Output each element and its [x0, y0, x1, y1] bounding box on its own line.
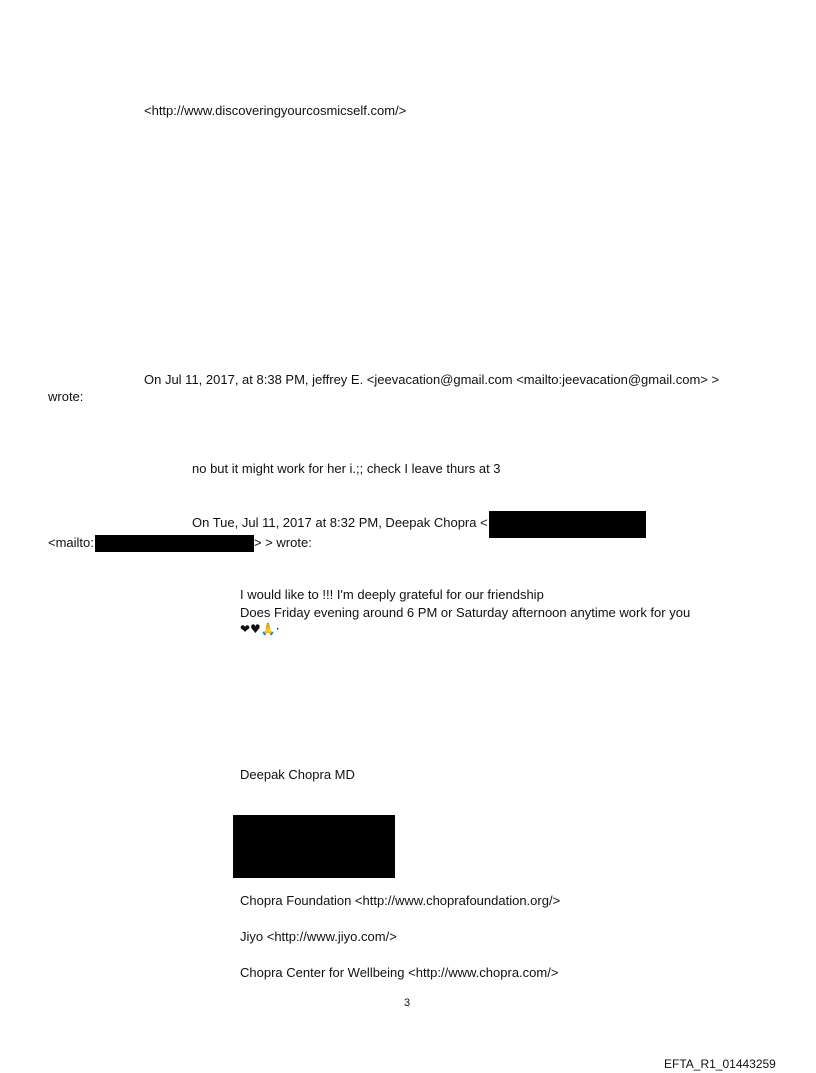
document-id: EFTA_R1_01443259 [664, 1057, 776, 1071]
reply-message: no but it might work for her i.;; check I leave thurs at 3 [192, 461, 501, 476]
quote-header-deepak-wrote: > > wrote: [254, 535, 312, 550]
signature-name: Deepak Chopra MD [240, 767, 355, 782]
message-line-2: Does Friday evening around 6 PM or Saturday afternoon anytime work for you [240, 605, 691, 620]
quote-header-jeffrey-wrote: wrote: [48, 389, 84, 404]
mailto-label: <mailto: [48, 535, 94, 550]
redaction-box-signature [233, 815, 395, 878]
redaction-box-email-1 [489, 511, 646, 538]
signature-link-chopra-center: Chopra Center for Wellbeing <http://www.chopra.com/> [240, 965, 559, 980]
redaction-box-email-2 [95, 535, 254, 552]
quote-header-deepak-mailto [48, 535, 94, 551]
quote-header-deepak [192, 515, 488, 531]
website-link-line: <http://www.discoveringyourcosmicself.com/> [144, 103, 407, 118]
quote-header-jeffrey: On Jul 11, 2017, at 8:38 PM, jeffrey E. <jeevacation@gmail.com <mailto:jeevacation@gmail.com> > [144, 372, 720, 387]
signature-link-jiyo: Jiyo <http://www.jiyo.com/> [240, 929, 397, 944]
page-number: 3 [404, 997, 411, 1009]
signature-link-chopra-foundation: Chopra Foundation <http://www.choprafoundation.org/> [240, 893, 561, 908]
quote-header-deepak-text: On Tue, Jul 11, 2017 at 8:32 PM, Deepak Chopra < [192, 515, 488, 530]
message-line-1: I would like to !!! I'm deeply grateful for our friendship [240, 587, 544, 602]
emoji-heart-icon: ❤♥🙏· [240, 622, 280, 636]
